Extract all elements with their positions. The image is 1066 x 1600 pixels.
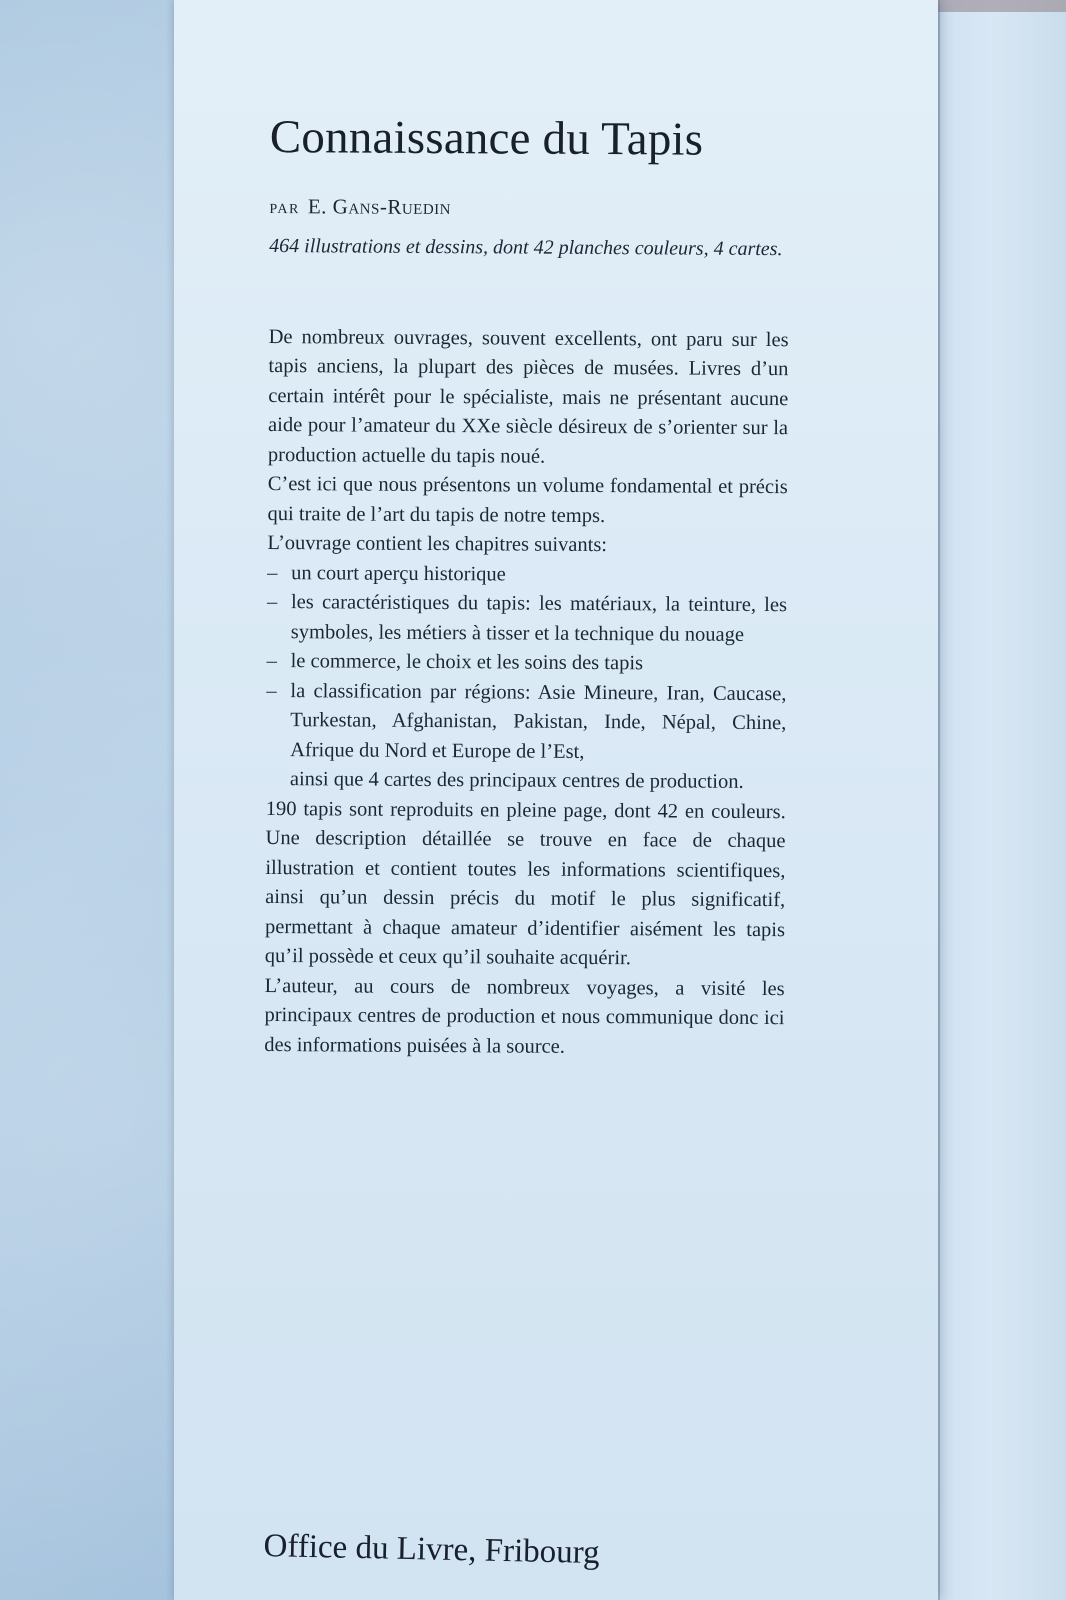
dash-bullet: – (266, 679, 277, 702)
paragraph-presentation: C’est ici que nous présentons un volume fondamental et précis qui traite de l’art du tapis de notre temps. (267, 473, 788, 527)
author-name: E. Gans-Ruedin (307, 193, 452, 219)
paragraph-reproductions: 190 tapis sont reproduits en pleine page, dont 42 en couleurs. Une description détaillée se trouve en face de chaque illustration et contient toutes les informations scientifiques, ainsi qu’un dessin précis du motif le plus significatif, permettant à chaque amateur d’identifier aisément les tapis qu’il possède et ceux qu’il souhaite acquérir. (264, 797, 786, 970)
chapter-item (267, 588, 787, 650)
author-line (269, 194, 789, 222)
author-prefix: PAR (269, 201, 300, 217)
chapter-text: les caractéristiques du tapis: les matériaux, la teinture, les symboles, les métiers à tisser et la technique du nouage (290, 591, 788, 646)
publisher-imprint: Office du Livre, Fribourg (263, 1528, 600, 1572)
chapter-text: la classification par régions: Asie Mineure, Iran, Caucase, Turkestan, Afghanistan, Pakistan, Inde, Népal, Chine, Afrique du Nord et Europe de l’Est, (290, 679, 787, 763)
paragraph-author: L’auteur, au cours de nombreux voyages, a visité les principaux centres de production et nous communique donc ici des informations puisées à la source. (264, 974, 785, 1058)
chapter-item (267, 559, 787, 592)
book-title: Connaissance du Tapis (269, 111, 704, 166)
paragraph-intro: De nombreux ouvrages, souvent excellents, ont paru sur les tapis anciens, la plupart des pièces de musées. Livres d’un certain intérêt pour le spécialiste, mais ne présentant aucune aide pour l’amateur du XXe siècle désireux de s’orienter sur la production actuelle du tapis noué. (267, 325, 789, 468)
illustrations-note: 464 illustrations et dessins, dont 42 planches couleurs, 4 cartes. (269, 234, 783, 260)
book-cover-edge (938, 0, 1066, 1600)
dash-bullet: – (266, 591, 278, 614)
flap-body-text (264, 323, 788, 1064)
dash-bullet: – (266, 650, 277, 673)
chapter-item (267, 647, 787, 680)
chapter-text: un court aperçu historique (291, 561, 506, 586)
chapter-text: le commerce, le choix et les soins des tapis (290, 650, 644, 675)
flap-content (264, 112, 790, 1063)
chapters-list (266, 559, 787, 769)
background-surface (0, 0, 180, 1600)
dash-bullet: – (267, 561, 278, 584)
dust-jacket-flap (174, 0, 938, 1600)
book-cover-top-edge (938, 0, 1066, 12)
chapter-item (266, 677, 787, 769)
chapters-maps-note: ainsi que 4 cartes des principaux centres de production. (289, 768, 744, 794)
chapters-intro: L’ouvrage contient les chapitres suivants: (267, 532, 608, 557)
